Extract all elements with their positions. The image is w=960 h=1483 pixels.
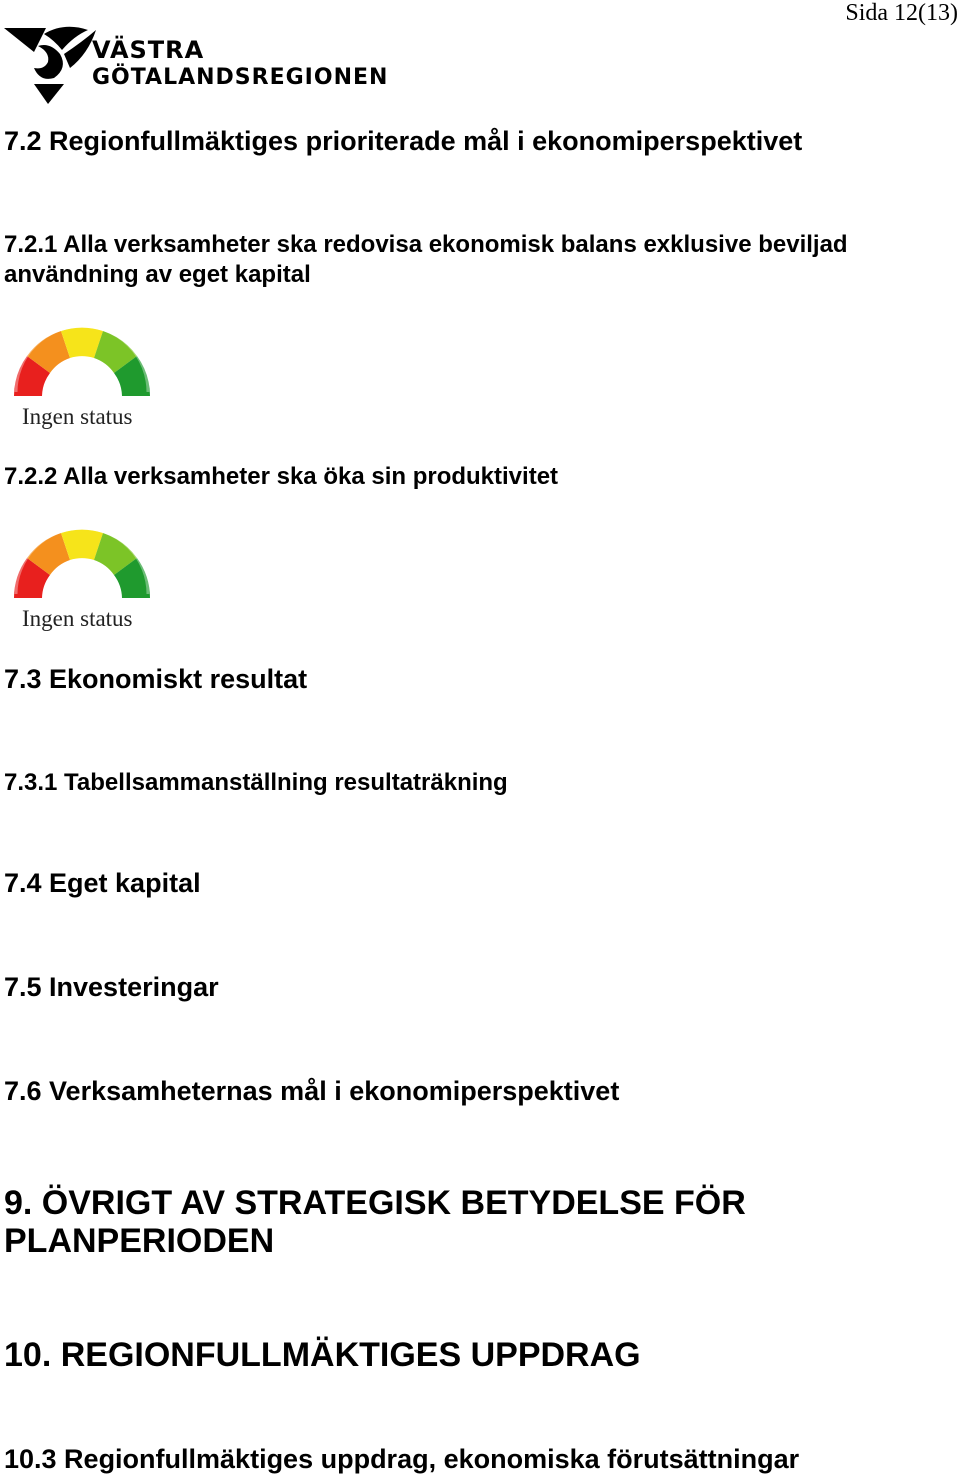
- heading-9: 9. ÖVRIGT AV STRATEGISK BETYDELSE FÖR PLANPERIODEN: [4, 1184, 746, 1260]
- status-label: Ingen status: [22, 404, 133, 429]
- logo-line1: VÄSTRA: [92, 36, 205, 64]
- heading-7-2: 7.2 Regionfullmäktiges prioriterade mål i ekonomiperspektivet: [4, 126, 803, 156]
- region-logo: [4, 24, 394, 108]
- heading-10: 10. REGIONFULLMÄKTIGES UPPDRAG: [4, 1336, 641, 1374]
- heading-7-5: 7.5 Investeringar: [4, 972, 219, 1002]
- logo-mark-icon: [4, 27, 96, 104]
- heading-7-2-1: 7.2.1 Alla verksamheter ska redovisa ekonomisk balans exklusive beviljad användning av eget kapital: [4, 231, 848, 288]
- heading-7-6: 7.6 Verksamheternas mål i ekonomiperspektivet: [4, 1076, 620, 1106]
- heading-7-2-2: 7.2.2 Alla verksamheter ska öka sin produktivitet: [4, 463, 559, 490]
- status-gauge-icon: [12, 306, 152, 398]
- heading-7-3: 7.3 Ekonomiskt resultat: [4, 664, 308, 694]
- logo-line2: GÖTALANDSREGIONEN: [92, 65, 389, 90]
- heading-7-3-1: 7.3.1 Tabellsammanställning resultaträkning: [4, 769, 508, 796]
- page-number: Sida 12(13): [845, 0, 958, 26]
- status-label: Ingen status: [22, 606, 133, 631]
- status-gauge-icon: [12, 508, 152, 600]
- heading-7-4: 7.4 Eget kapital: [4, 868, 201, 898]
- heading-10-3: 10.3 Regionfullmäktiges uppdrag, ekonomiska förutsättningar: [4, 1444, 800, 1474]
